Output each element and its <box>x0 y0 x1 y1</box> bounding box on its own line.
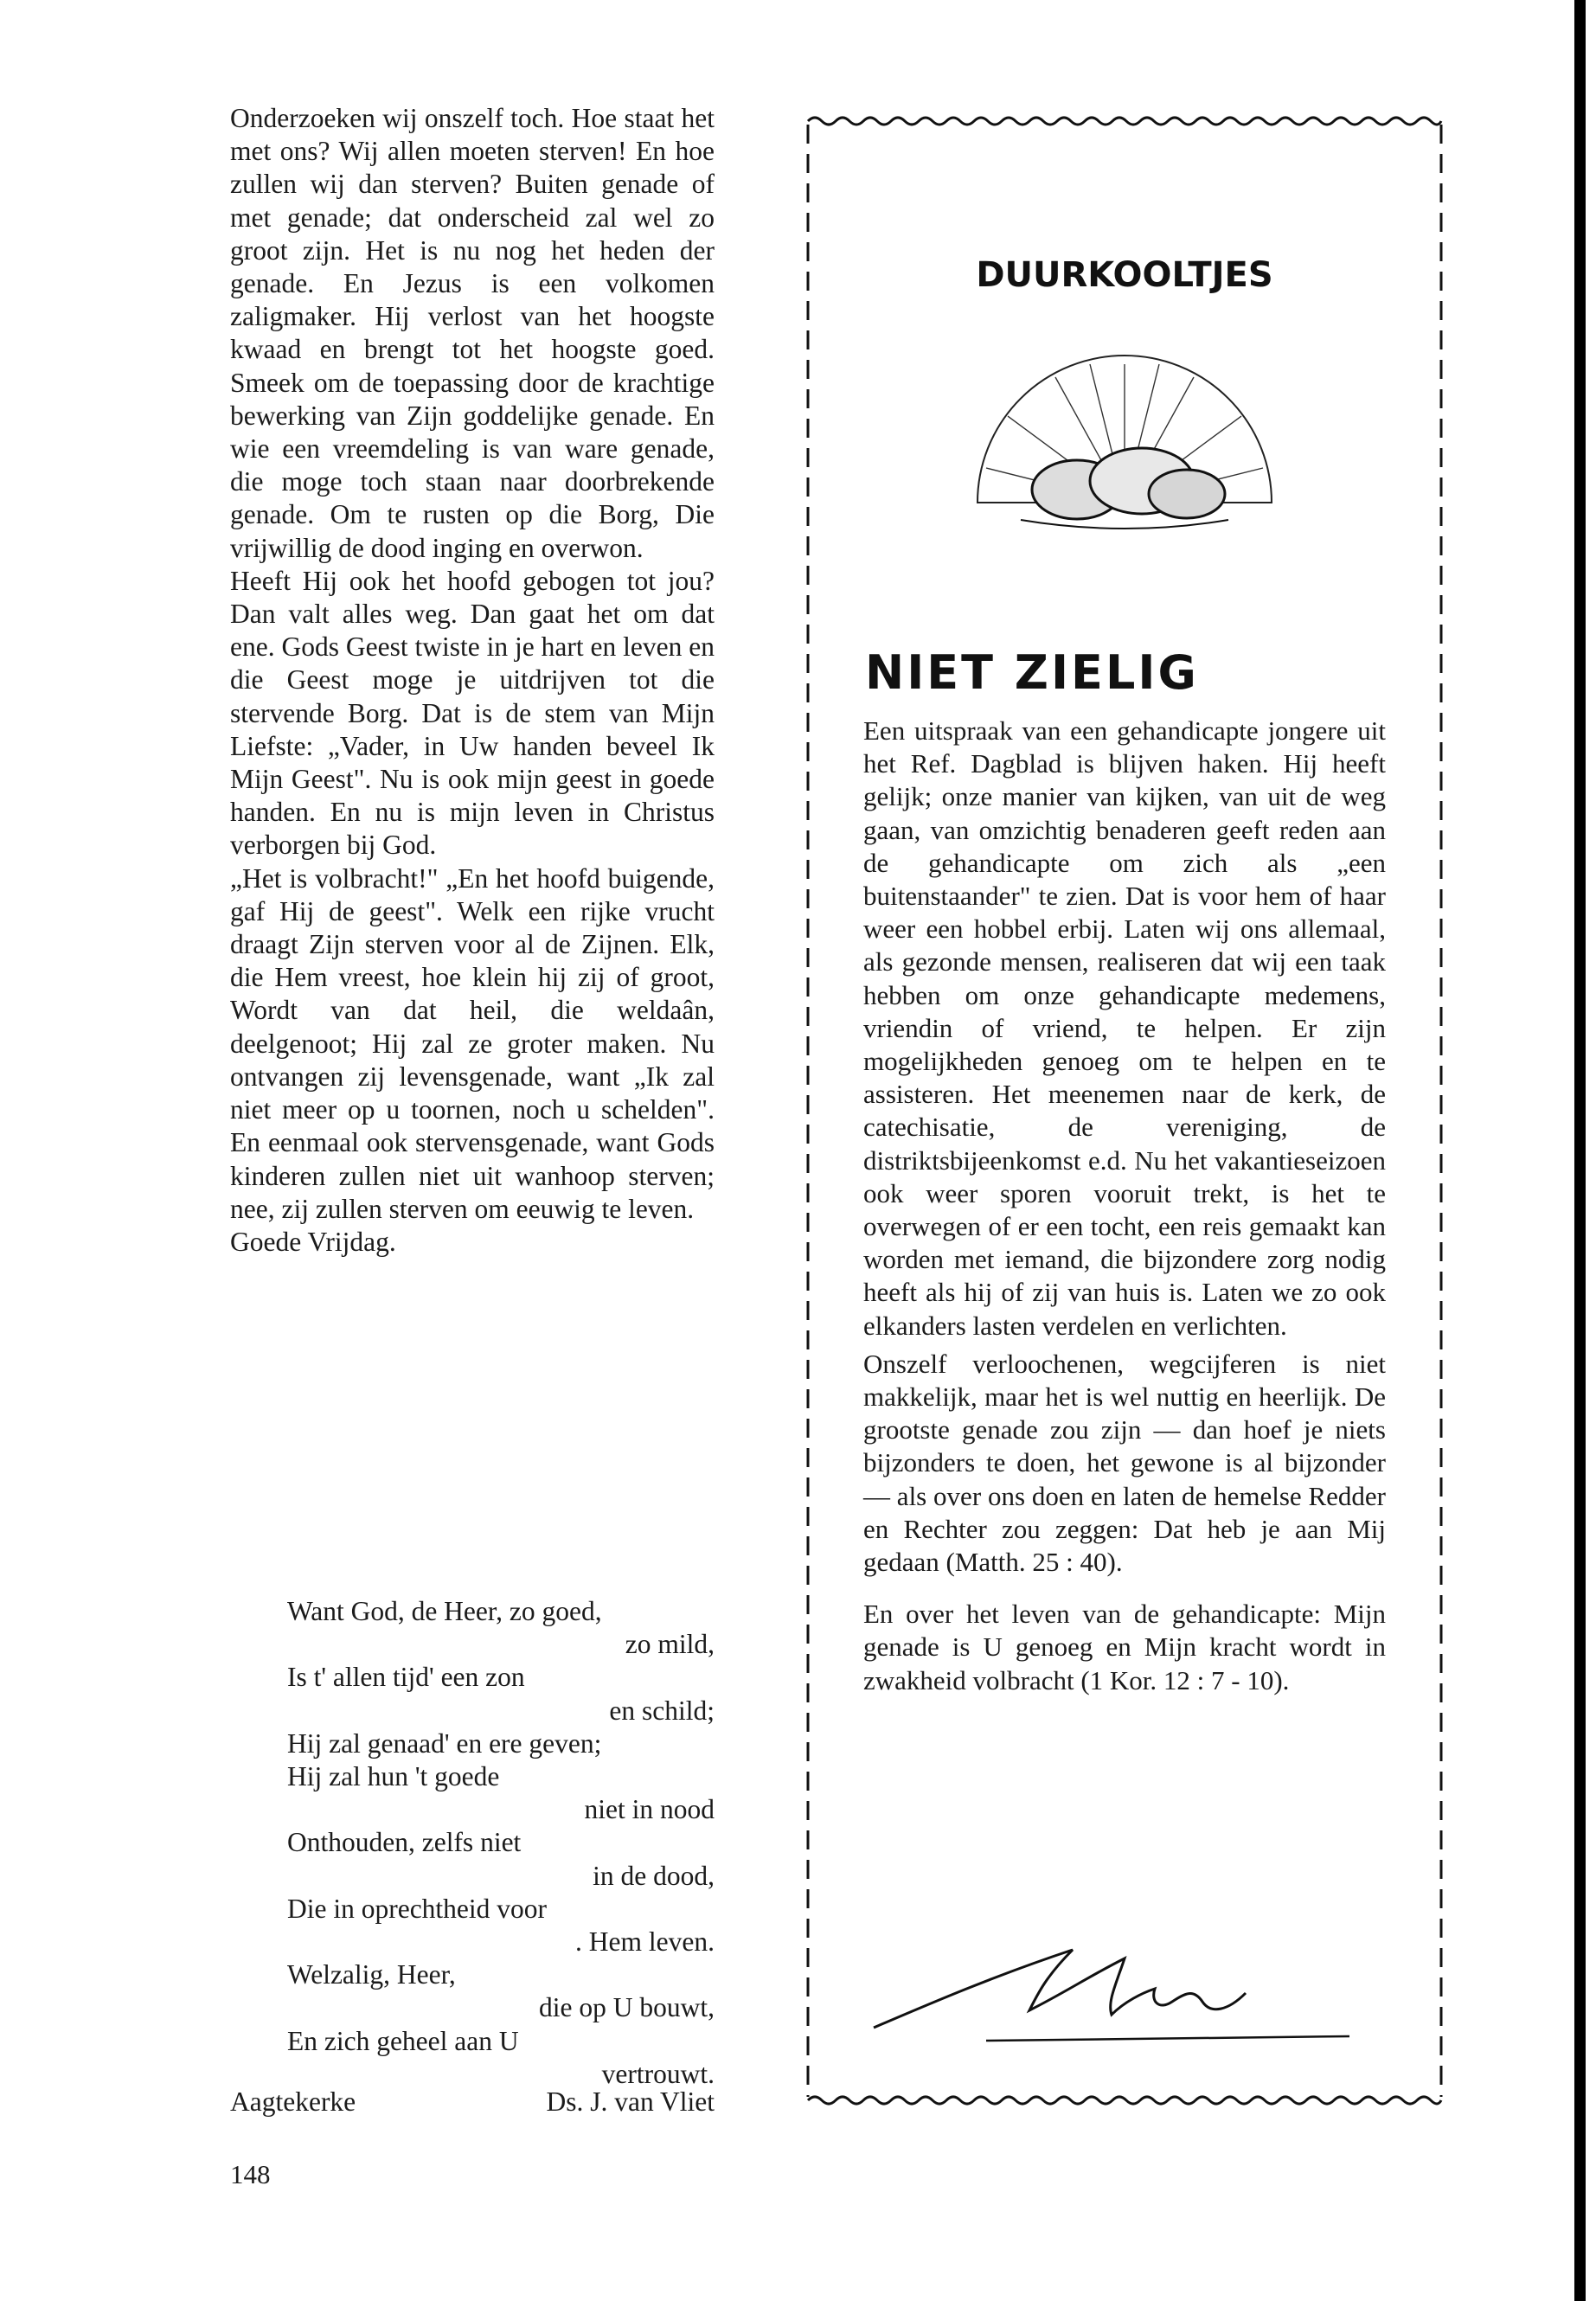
paragraph: „Het is volbracht!" „En het hoofd buigende, gaf Hij de geest". Welk een rijke vrucht draagt Zijn sterven voor al de Zijnen. Elk, die Hem vreest, hoe klein hij zij of groot, Wordt van dat heil, die weldaân, deelgenoot; Hij zal ze groter maken. Nu ontvangen zij levensgenade, want „Ik zal niet meer op u toornen, noch u schelden". En eenmaal ook stervensgenade, want Gods kinderen zullen niet uit wanhoop sterven; nee, zij zullen sterven om eeuwig te leven. <box>230 862 715 1224</box>
paragraph: Onderzoeken wij onszelf toch. Hoe staat het met ons? Wij allen moeten sterven! En hoe zullen wij dan sterven? Buiten genade of met genade; dat onderscheid zal wel zo groot zijn. Het is nu nog het heden der genade. En Jezus is een volkomen zaligmaker. Hij verlost van het hoogste kwaad en brengt tot het hoogste goed. Smeek om de toepassing door de krachtige bewerking van Zijn goddelijke genade. En wie een vreemdeling is van ware genade, die moge toch staan naar doorbrekende genade. Om te rusten op die Borg, Die vrijwillig de dood inging en overwon. <box>230 103 715 563</box>
poem-line: . Hem leven. <box>575 1926 715 1958</box>
logo-word: DUURKOOLTJES <box>976 255 1273 295</box>
poem-line: niet in nood <box>584 1794 715 1825</box>
page-number: 148 <box>230 2159 271 2189</box>
poem-line: Onthouden, zelfs niet <box>287 1827 522 1858</box>
duurkooltjes-logo <box>882 191 1367 598</box>
poem-line: in de dood, <box>593 1860 715 1891</box>
box-text <box>863 715 1386 1697</box>
poem-line: en schild; <box>609 1695 715 1726</box>
poem-line: Welzalig, Heer, <box>287 1959 456 1990</box>
margin-black-bar <box>1574 0 1586 2301</box>
poem-line: Want God, de Heer, zo goed, <box>287 1596 602 1626</box>
poem-line: die op U bouwt, <box>539 1992 715 2023</box>
psalm-verse <box>230 1595 715 2091</box>
poem-line: Die in oprechtheid voor <box>287 1893 548 1924</box>
signature <box>865 1941 1349 2045</box>
poem-line: Is t' allen tijd' een zon <box>287 1662 525 1693</box>
box-heading: NIET ZIELIG <box>865 645 1199 700</box>
place-name: Aagtekerke <box>230 2086 356 2117</box>
paragraph: Een uitspraak van een gehandicapte jongere uit het Ref. Dagblad is blijven haken. Hij heeft gelijk; onze manier van kijken, van uit de weg gaan, van omzichtig benaderen geeft reden aan de gehandicapte om zich als „een buitenstaander" te zien. Dat is voor hem of haar weer een hobbel erbij. Laten wij ons allemaal, als gezonde mensen, realiseren dat wij een taak hebben om onze gehandicapte medemens, vriendin of vriend, te helpen. Er zijn mogelijkheden genoeg om te helpen en te assisteren. Het meenemen naar de kerk, de catechisatie, de vereniging, de distriktsbijeenkomst e.d. Nu het vakantieseizoen ook weer sporen vooruit trekt, is het te overwegen of er een tocht, een reis gemaakt kan worden met iemand, die bijzondere zorg nodig heeft als hij of zij van huis is. Laten we zo ook elkanders lasten verdelen en verlichten. <box>863 715 1386 1341</box>
paragraph: Onszelf verloochenen, wegcijferen is niet makkelijk, maar het is wel nuttig en heerlijk. De grootste genade zou zijn — dan hoef je niets bijzonders te doen, het gewone is al bijzonder — als over ons doen en laten de hemelse Redder en Rechter zou zeggen: Dat heb je aan Mij gedaan (Matth. 25 : 40). <box>863 1348 1386 1578</box>
duurkooltjes-box <box>796 109 1453 2112</box>
paragraph: En over het leven van de gehandicapte: Mijn genade is U genoeg en Mijn kracht wordt in zwakheid volbracht (1 Kor. 12 : 7 - 10). <box>863 1599 1386 1695</box>
author-name: Ds. J. van Vliet <box>546 2086 715 2117</box>
poem-line: zo mild, <box>625 1629 715 1660</box>
poem-line: Hij zal hun 't goede <box>287 1761 500 1792</box>
paragraph: Goede Vrijdag. <box>230 1226 396 1257</box>
poem-line: vertrouwt. <box>601 2058 715 2089</box>
poem-line: En zich geheel aan U <box>287 2025 519 2056</box>
meditation-text <box>230 102 715 1259</box>
paragraph: Heeft Hij ook het hoofd gebogen tot jou? Dan valt alles weg. Dan gaat het om dat ene. Gods Geest twiste in je hart en leven en die Geest moge je uitdrijven tot die stervende Borg. Dat is de stem van Mijn Liefste: „Vader, in Uw handen beveel Ik Mijn Geest". Nu is ook mijn geest in goede handen. En nu is mijn leven in Christus verborgen bij God. <box>230 565 715 861</box>
poem-line: Hij zal genaad' en ere geven; <box>287 1727 602 1759</box>
